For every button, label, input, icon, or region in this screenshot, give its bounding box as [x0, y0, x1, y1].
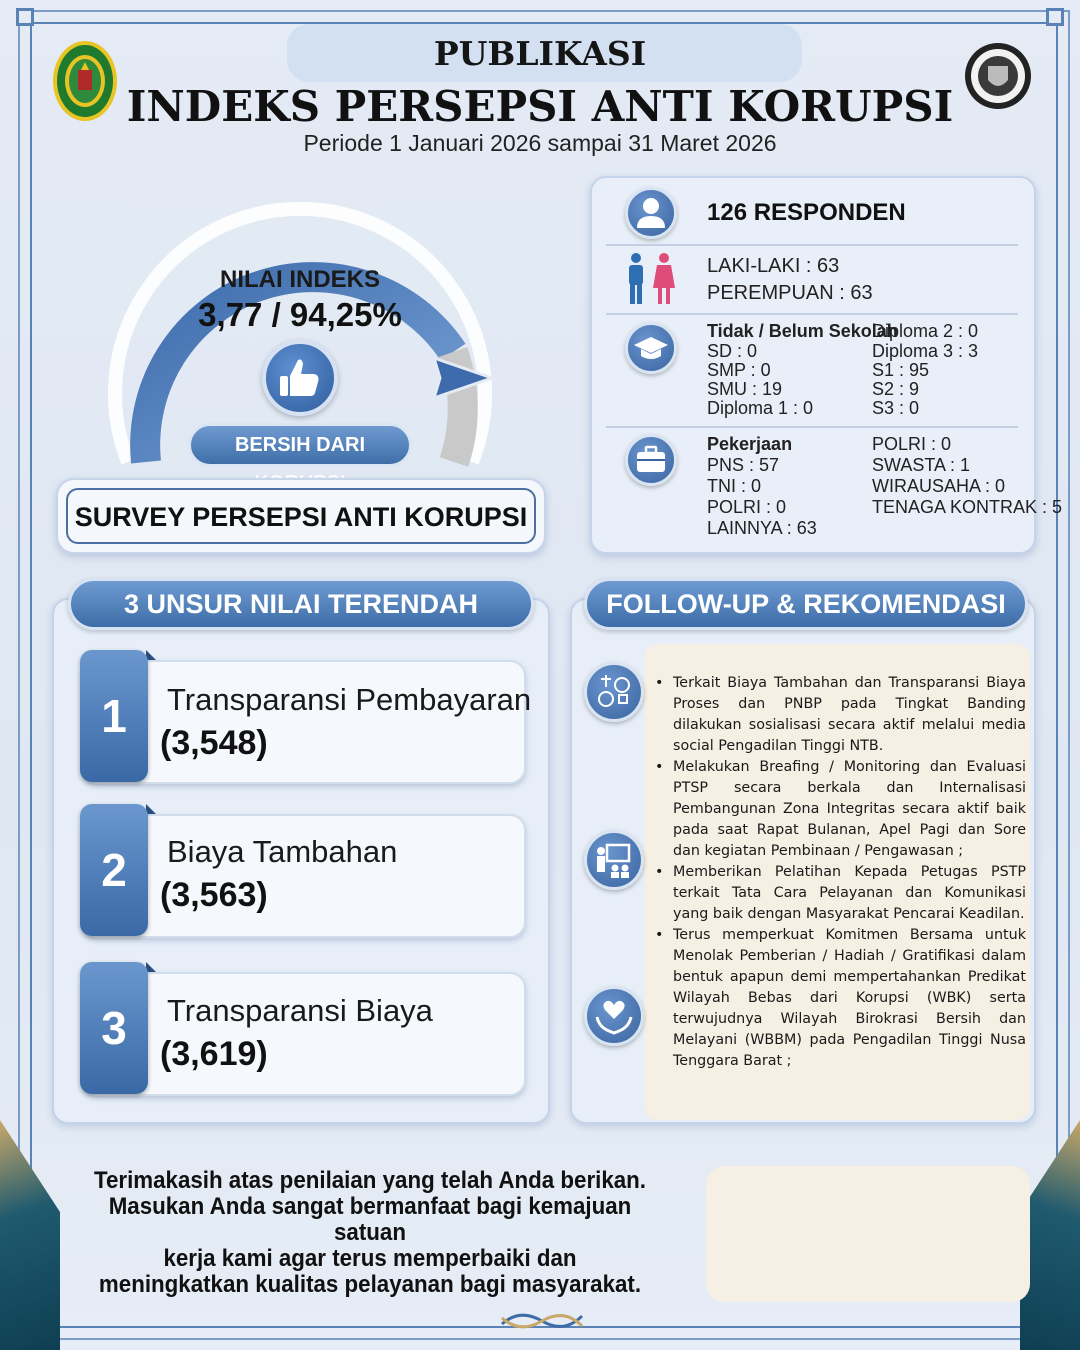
recommendation-item: • Terus memperkuat Komitmen Bersama untuk Menolak Pemberian / Hadiah / Gratifikasi dalam bentuk apapun demi mempertahankan Predikat Wilayah Bebas dari Korupsi (WBK) serta terwujudnya Wilayah Birokrasi Bersih dan Melayani (WBBM) pada Pengadilan Tinggi Nusa Tenggara Barat ; [655, 925, 1026, 1072]
recommendation-item: • Memberikan Pelatihan Kepada Petugas PSTP terkait Tata Cara Pelayanan dan Komunikasi yang baik dengan Masyarakat Pencarai Keadilan. [655, 862, 1026, 925]
thank-you-message [82, 1168, 659, 1298]
unit-seal-icon [962, 42, 1034, 110]
gender-icon [622, 252, 680, 306]
item-card [82, 814, 526, 938]
thank-you-line: Terimakasih atas penilaian yang telah Anda berikan. [93, 1167, 646, 1194]
item-value: (3,563) [160, 876, 268, 914]
item-number: 1 [80, 650, 148, 782]
item-name: Transparansi Pembayaran [167, 682, 532, 717]
male-count: LAKI-LAKI : 63 [707, 255, 840, 277]
item-value: (3,548) [160, 724, 268, 762]
followup-heading: FOLLOW-UP & REKOMENDASI [584, 578, 1028, 630]
job-item: SWASTA : 1 [872, 455, 971, 475]
thumbs-up-icon [266, 344, 334, 412]
item-name: Transparansi Biaya [167, 993, 433, 1028]
user-icon [625, 187, 677, 239]
briefcase-icon [625, 434, 677, 486]
recommendation-item: • Terkait Biaya Tambahan dan Transparansi Biaya Proses dan PNBP pada Tingkat Banding dilakukan sosialisasi secara aktif melalui media social Pengadilan Tinggi NTB. [655, 673, 1026, 757]
thank-you-line: meningkatkan kualitas pelayanan bagi masyarakat. [98, 1271, 642, 1298]
job-heading: Pekerjaan [707, 434, 793, 454]
education-item: S2 : 9 [872, 379, 920, 399]
index-label: NILAI INDEKS [219, 266, 380, 293]
item-value: (3,619) [160, 1035, 268, 1073]
thank-you-line: kerja kami agar terus memperbaiki dan [163, 1245, 577, 1272]
index-value: 3,77 / 94,25% [198, 296, 402, 333]
education-item: SD : 0 [707, 341, 758, 361]
job-item: TNI : 0 [707, 476, 762, 496]
education-item: S3 : 0 [872, 398, 920, 418]
job-item: LAINNYA : 63 [707, 518, 817, 538]
item-card [82, 972, 526, 1096]
job-item: WIRAUSAHA : 0 [872, 476, 1006, 496]
education-item: SMP : 0 [707, 360, 771, 380]
education-item: SMU : 19 [707, 379, 783, 399]
job-item: PNS : 57 [707, 455, 780, 475]
education-item: Diploma 2 : 0 [872, 321, 979, 341]
divider [606, 244, 1018, 246]
respondents-count: 126 RESPONDEN [707, 199, 906, 226]
education-item: S1 : 95 [872, 360, 930, 380]
corner-ornament [1046, 8, 1064, 26]
education-item: Diploma 1 : 0 [707, 398, 814, 418]
job-item: TENAGA KONTRAK : 5 [872, 497, 1063, 517]
female-count: PEREMPUAN : 63 [707, 282, 873, 304]
thumbs-up-badge [262, 340, 338, 416]
survey-title-box [56, 478, 546, 554]
education-heading: Tidak / Belum Sekolah [707, 321, 898, 341]
graduation-cap-icon [625, 322, 677, 374]
survey-title: SURVEY PERSEPSI ANTI KORUPSI [66, 488, 536, 544]
item-name: Biaya Tambahan [167, 834, 398, 869]
item-number: 3 [80, 962, 148, 1094]
status-badge: BERSIH DARI [188, 423, 412, 467]
recommendation-list [655, 673, 1026, 1072]
corner-ornament [16, 8, 34, 26]
recommendation-item: • Melakukan Breafing / Monitoring dan Evaluasi PTSP secara berkala dan Internalisasi Pembangunan Zona Integritas secara aktif baik pada saat Rapat Bulanan, Apel Pagi dan Sore dan kegiatan Pembinaan / Pengawasan ; [655, 757, 1026, 862]
thank-you-line: Masukan Anda sangat bermanfaat bagi kemajuan satuan [108, 1193, 632, 1246]
lowest-elements-heading: 3 UNSUR NILAI TERENDAH [68, 578, 534, 630]
wave-ornament-icon [500, 1306, 584, 1336]
divider [606, 426, 1018, 428]
court-emblem-icon [52, 40, 118, 122]
education-item: Diploma 3 : 3 [872, 341, 979, 361]
item-number: 2 [80, 804, 148, 936]
corner-wave-decoration [0, 1120, 60, 1350]
period-text: Periode 1 Januari 2026 sampai 31 Maret 2026 [303, 130, 777, 156]
job-item: POLRI : 0 [872, 434, 952, 454]
heart-hands-icon [584, 986, 644, 1046]
header-publikasi: PUBLIKASI [433, 34, 647, 73]
divider [606, 313, 1018, 315]
job-item: POLRI : 0 [707, 497, 787, 517]
presentation-icon [584, 830, 644, 890]
page-title: INDEKS PERSEPSI ANTI KORUPSI [126, 82, 954, 131]
blank-card [706, 1166, 1030, 1302]
social-media-icon [584, 662, 644, 722]
item-card [82, 660, 526, 784]
